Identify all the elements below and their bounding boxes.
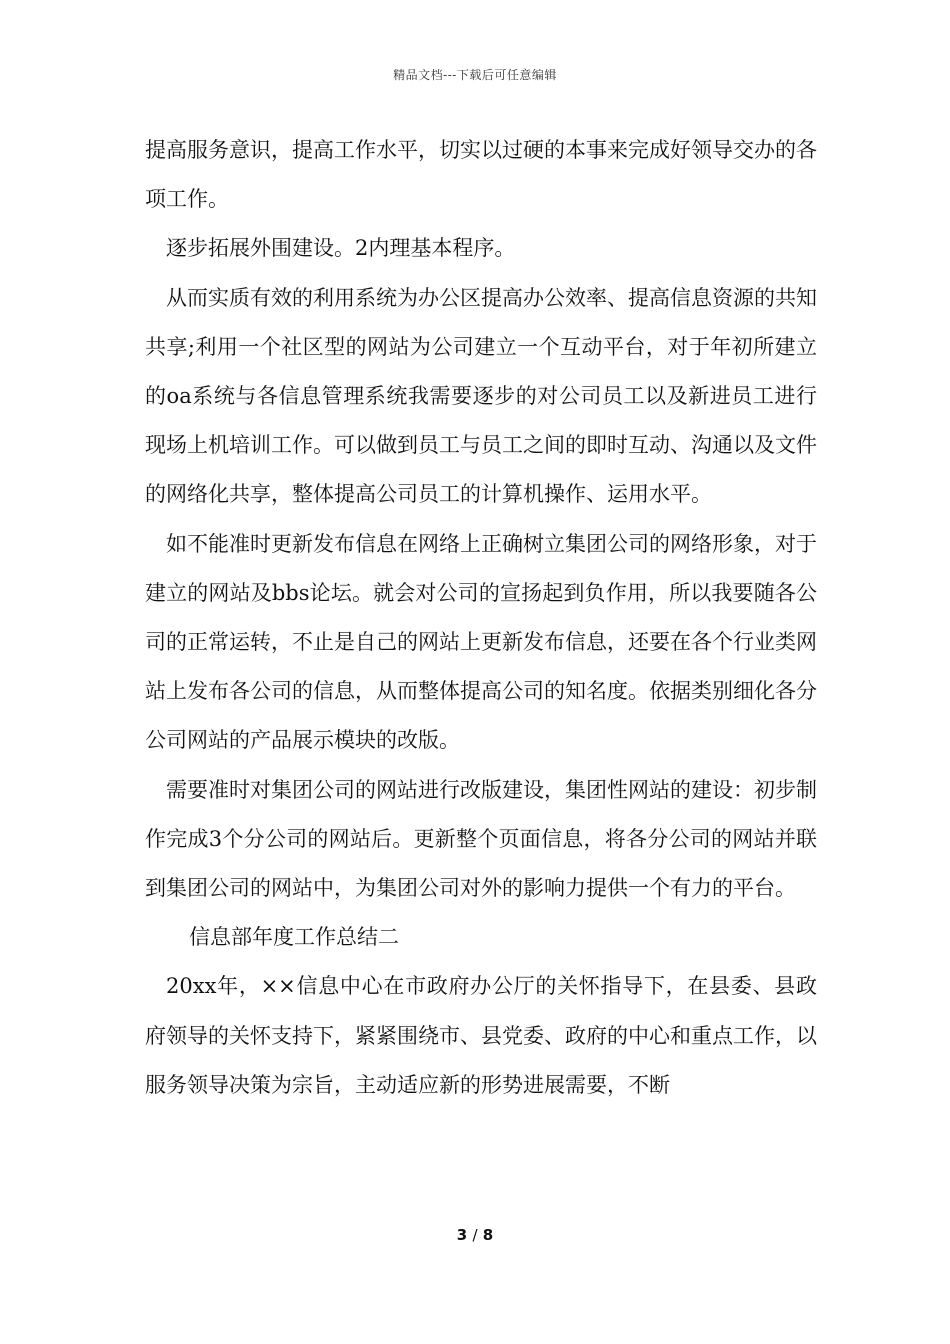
paragraph: 需要准时对集团公司的网站进行改版建设，集团性网站的建设：初步制作完成3个分公司的网站后。更新整个页面信息，将各分公司的网站并联到集团公司的网站中，为集团公司对外的影响力提供一个有力的平台。 — [145, 777, 817, 901]
page-total: 8 — [482, 1226, 494, 1244]
page-header: 精品文档---下载后可任意编辑 — [393, 68, 557, 82]
page-number — [0, 1226, 950, 1244]
paragraph: 从而实质有效的利用系统为办公区提高办公效率、提高信息资源的共知共享;利用一个社区型的网站为公司建立一个互动平台，对于年初所建立的oa系统与各信息管理系统我需要逐步的对公司员工以及新进员工进行现场上机培训工作。可以做到员工与员工之间的即时互动、沟通以及文件的网络化共享，整体提高公司员工的计算机操作、运用水平。 — [145, 285, 817, 507]
paragraph: 提高服务意识，提高工作水平，切实以过硬的本事来完成好领导交办的各项工作。 — [145, 138, 817, 212]
page-current: 3 — [456, 1226, 468, 1244]
page-separator: / — [472, 1226, 478, 1244]
paragraph: 逐步拓展外围建设。2内理基本程序。 — [166, 236, 516, 261]
section-heading: 信息部年度工作总结二 — [189, 925, 399, 950]
document-body — [145, 126, 817, 1110]
paragraph: 如不能准时更新发布信息在网络上正确树立集团公司的网络形象，对于建立的网站及bbs论坛。就会对公司的宣扬起到负作用，所以我要随各公司的正常运转，不止是自己的网站上更新发布信息，还要在各个行业类网站上发布各公司的信息，从而整体提高公司的知名度。依据类别细化各分公司网站的产品展示模块的改版。 — [145, 531, 817, 753]
paragraph: 20xx年，××信息中心在市政府办公厅的关怀指导下，在县委、县政府领导的关怀支持下，紧紧围绕市、县党委、政府的中心和重点工作，以服务领导决策为宗旨，主动适应新的形势进展需要，不断 — [145, 974, 817, 1097]
